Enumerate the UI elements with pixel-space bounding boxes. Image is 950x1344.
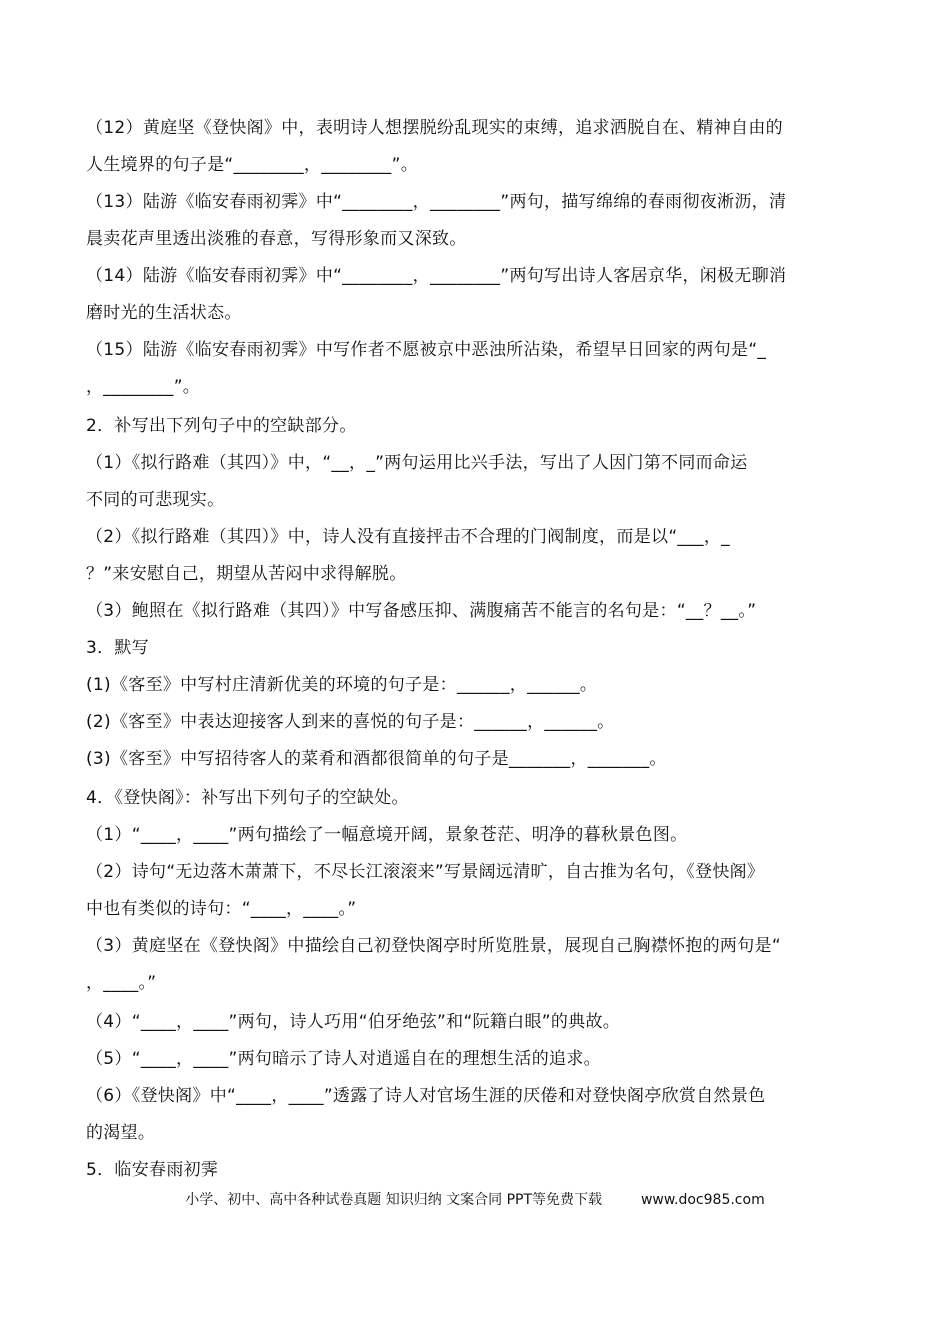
text-line: （5）“____，____”两句暗示了诗人对逍遥自在的理想生活的追求。: [86, 1049, 601, 1069]
text-line: ？”来安慰自己，期望从苦闷中求得解脱。: [86, 564, 407, 584]
page-footer: [0, 1190, 950, 1210]
text-line: 中也有类似的诗句：“____，____。”: [86, 899, 357, 919]
section-heading: 5．临安春雨初霁: [86, 1160, 219, 1180]
text-line: （2）诗句“无边落木萧萧下，不尽长江滚滚来”写景阔远清旷，自古推为名句，《登快阁》: [86, 862, 765, 882]
text-line: 的渴望。: [86, 1123, 156, 1143]
footer-text: 小学、初中、高中各种试卷真题 知识归纳 文案合同 PPT等免费下载: [185, 1192, 603, 1208]
footer-link[interactable]: www.doc985.com: [640, 1192, 765, 1208]
text-line: (2)《客至》中表达迎接客人到来的喜悦的句子是：______，______。: [86, 712, 615, 732]
text-line: （15）陆游《临安春雨初霁》中写作者不愿被京中恶浊所沾染，希望早日回家的两句是“_: [86, 340, 767, 360]
text-line: 人生境界的句子是“________，________”。: [86, 155, 419, 175]
text-line: （4）“____，____”两句，诗人巧用“伯牙绝弦”和“阮籍白眼”的典故。: [86, 1012, 621, 1032]
text-line: （13）陆游《临安春雨初霁》中“________，________”两句，描写绵绵的春雨彻夜淅沥，清: [86, 192, 787, 212]
text-line: （1）“____，____”两句描绘了一幅意境开阔，景象苍茫、明净的暮秋景色图。: [86, 825, 688, 845]
text-line: 晨卖花声里透出淡雅的春意，写得形象而又深致。: [86, 229, 467, 249]
section-heading: 2．补写出下列句子中的空缺部分。: [86, 416, 357, 436]
text-line: (3)《客至》中写招待客人的菜肴和酒都很简单的句子是_______，_______。: [86, 749, 667, 769]
text-line: （14）陆游《临安春雨初霁》中“________，________”两句写出诗人客居京华，闲极无聊消: [86, 266, 787, 286]
text-line: （12）黄庭坚《登快阁》中，表明诗人想摆脱纷乱现实的束缚，追求洒脱自在、精神自由的: [86, 118, 783, 138]
text-line: （2）《拟行路难（其四）》中，诗人没有直接抨击不合理的门阀制度，而是以“___，_: [86, 527, 730, 547]
text-line: 不同的可悲现实。: [86, 490, 225, 510]
text-line: （3）黄庭坚在《登快阁》中描绘自己初登快阁亭时所览胜景，展现自己胸襟怀抱的两句是“: [86, 936, 781, 956]
text-line: （3）鲍照在《拟行路难（其四）》中写备感压抑、满腹痛苦不能言的名句是：“__？__。”: [86, 601, 757, 621]
section-heading: 4．《登快阁》：补写出下列句子的空缺处。: [86, 788, 409, 808]
section-heading: 3．默写: [86, 638, 150, 658]
text-line: （1）《拟行路难（其四）》中，“__，_”两句运用比兴手法，写出了人因门第不同而命运: [86, 453, 748, 473]
text-line: ，________”。: [86, 377, 201, 397]
text-line: (1)《客至》中写村庄清新优美的环境的句子是：______，______。: [86, 675, 598, 695]
text-line: 磨时光的生活状态。: [86, 303, 242, 323]
text-line: ，____。”: [86, 973, 157, 993]
text-line: （6）《登快阁》中“____，____”透露了诗人对官场生涯的厌倦和对登快阁亭欣赏自然景色: [86, 1086, 766, 1106]
